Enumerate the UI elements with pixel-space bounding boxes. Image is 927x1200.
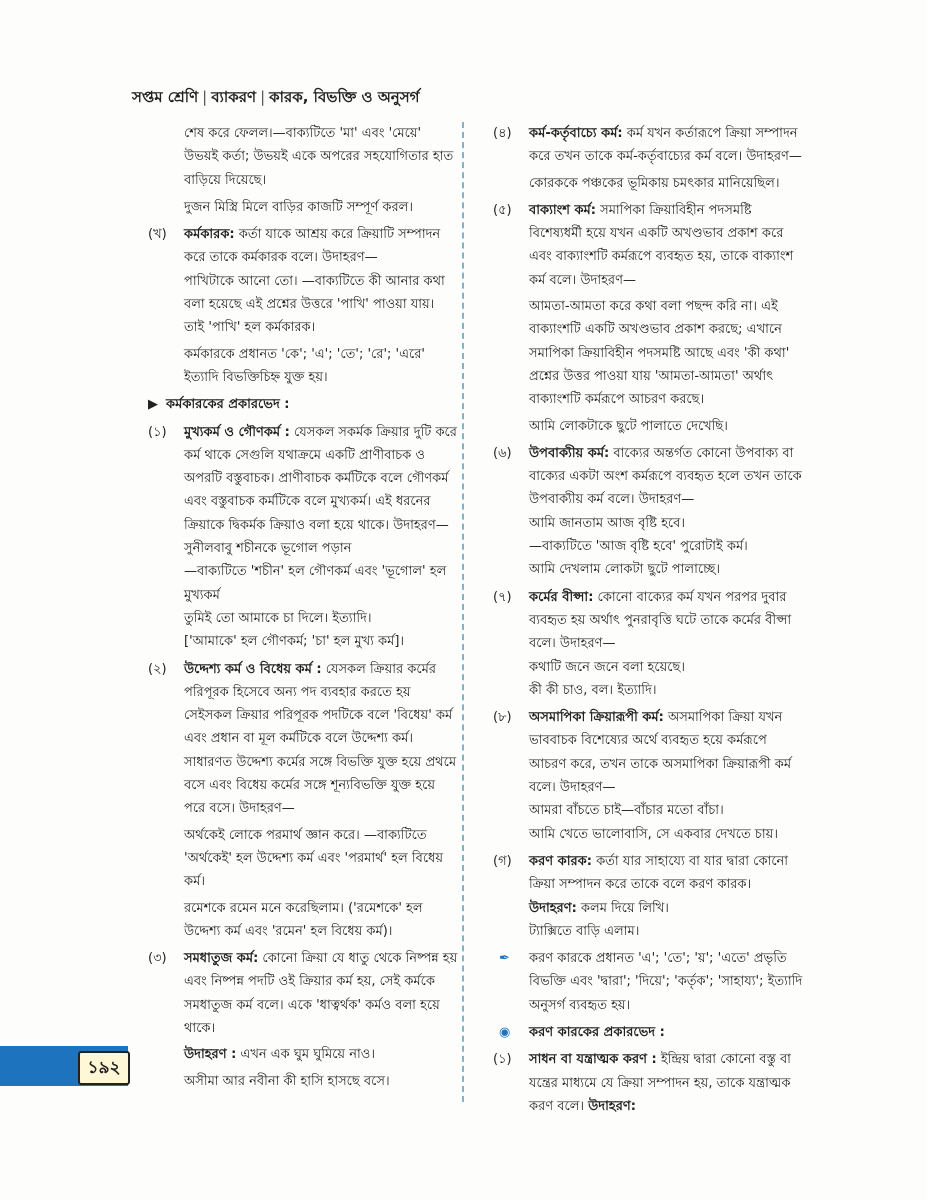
- types-heading-text: কর্মকারকের প্রকারভেদ :: [166, 397, 290, 413]
- item-title: বাক্যাংশ কর্ম:: [529, 202, 596, 218]
- item-text: বাক্যের অন্তর্গত কোনো উপবাক্য বা বাক্যের একটা অংশ কর্মরূপে ব্যবহৃত হলে তখন তাকে উপবাক্যীয় কর্ম বলে। উদাহরণ—: [529, 445, 802, 508]
- item-number: (৪): [493, 126, 512, 141]
- type-item-7: [493, 586, 803, 702]
- item-text: কর্ম যখন কর্তারূপে ক্রিয়া সম্পাদন করে তখন তাকে কর্ম-কর্তৃবাচ্যের কর্ম বলে। উদাহরণ—: [529, 126, 802, 165]
- item-example: তুমিই তো আমাকে চা দিলে। ইত্যাদি।: [184, 610, 372, 626]
- item-definition: [529, 199, 803, 292]
- item-title: কর্ম-কর্তৃবাচ্যে কর্ম:: [529, 126, 623, 141]
- item-text: কর্তা যার সাহায্যে বা যার দ্বারা কোনো ক্রিয়া সম্পাদন করে তাকে বলে করণ কারক।: [529, 853, 789, 893]
- item-example: কী কী চাও, বল। ইত্যাদি।: [529, 682, 657, 698]
- item-title: অসমাপিকা ক্রিয়ারূপী কর্ম:: [529, 710, 664, 726]
- item-definition: [529, 850, 803, 920]
- item-definition: [529, 442, 803, 512]
- karan-type-item-1: [493, 1048, 803, 1118]
- types-heading: [148, 393, 458, 416]
- item-title: করণ কারক:: [529, 853, 592, 869]
- item-number: (২): [148, 661, 167, 677]
- item-number: (৬): [493, 445, 512, 461]
- item-text: অসমাপিকা ক্রিয়া যখন ভাববাচক বিশেষ্যের অর্থে ব্যবহৃত হয়ে কর্মরূপে আচরণ করে, তখন তাকে অসমাপিকা ক্রিয়ারূপী কর্ম বলে। উদাহরণ—: [529, 710, 792, 796]
- section-karmakarak: [148, 223, 458, 389]
- item-example: আমি লোকটাকে ছুটে পালাতে দেখেছি।: [529, 418, 728, 434]
- item-example: কথাটি জনে জনে বলা হয়েছে।: [529, 659, 685, 675]
- karan-note: [493, 947, 803, 1017]
- item-note: কর্মকারকে প্রধানত 'কে'; 'এ'; 'তে'; 'রে'; 'এরে' ইত্যাদি বিভক্তিচিহ্ন যুক্ত হয়।: [184, 346, 425, 385]
- item-example: রমেশকে রমেন মনে করেছিলাম। ('রমেশকে' হল উদ্দেশ্য কর্ম এবং 'রমেন' হল বিধেয় কর্ম)।: [184, 900, 423, 939]
- item-definition: [184, 223, 458, 270]
- item-title: উদ্দেশ্য কর্ম ও বিধেয় কর্ম :: [184, 661, 322, 677]
- type-item-1: [148, 421, 458, 654]
- circle-bullet-icon: ◉: [499, 1024, 511, 1040]
- item-example: আমি জানতাম আজ বৃষ্টি হবে।: [529, 515, 686, 531]
- item-definition: [184, 421, 458, 537]
- type-item-5: [493, 199, 803, 438]
- item-number: (৮): [493, 710, 512, 726]
- example-label: উদাহরণ :: [184, 1047, 237, 1063]
- header-subject: ব্যাকরণ: [211, 88, 257, 106]
- type-item-2: [148, 658, 458, 944]
- item-example: —বাক্যটিতে 'আজ বৃষ্টি হবে' পুরোটাই কর্ম।: [529, 539, 748, 555]
- column-divider: [462, 122, 464, 1102]
- item-definition: [529, 706, 803, 799]
- type-item-4: [493, 122, 803, 195]
- item-definition: [529, 122, 803, 169]
- intro-paragraph: শেষ করে ফেলল।—বাক্যটিতে 'মা' এবং 'মেয়ে' উভয়ই কর্তা; উভয়ই একে অপরের সহযোগিতার হাত বাড়িয়ে দিয়েছে।: [184, 126, 454, 188]
- example-label: উদাহরণ:: [588, 1098, 636, 1114]
- item-number: (গ): [493, 853, 512, 869]
- item-example: [184, 1043, 458, 1066]
- item-number: (খ): [148, 227, 167, 243]
- item-example: আমতা-আমতা করে কথা বলা পছন্দ করি না। এই বাক্যাংশটি একটি অখণ্ডভাব প্রকাশ করছে; এখানে সমাপিকা ক্রিয়াবিহীন পদসমষ্টি আছে এবং 'কী কথা' প্রশ্নের উত্তর পাওয়া যায় 'আমতা-আমতা' অর্থাৎ বাক্যাংশটি কর্মরূপে আচরণ করছে।: [529, 299, 790, 408]
- left-column: [148, 122, 458, 1093]
- item-example: —বাক্যটিতে 'শচীন' হল গৌণকর্ম এবং 'ভূগোল' হল মুখ্যকর্ম: [184, 564, 447, 603]
- item-example: অসীমা আর নবীনা কী হাসি হাসছে বসে।: [184, 1073, 390, 1089]
- item-number: (১): [148, 424, 167, 440]
- item-title: সমধাতুজ কর্ম:: [184, 951, 259, 967]
- item-definition: [529, 586, 803, 656]
- type-item-3: [148, 947, 458, 1093]
- item-number: (৫): [493, 202, 512, 218]
- example-text: কলম দিয়ে লিখি।: [576, 900, 669, 916]
- intro-example: দুজন মিস্ত্রি মিলে বাড়ির কাজটি সম্পূর্ণ করল।: [184, 199, 414, 215]
- item-definition: [184, 947, 458, 1040]
- pen-bullet-icon: ✒: [499, 951, 510, 967]
- header-separator: |: [260, 88, 266, 106]
- item-example: অর্থকেই লোকে পরমার্থ জ্ঞান করে। —বাক্যটিতে 'অর্থকেই' হল উদ্দেশ্য কর্ম এবং 'পরমার্থ' হল বিধেয় কর্ম।: [184, 827, 443, 890]
- arrow-bullet-icon: ▶: [148, 397, 158, 413]
- note-text: করণ কারকে প্রধানত 'এ'; 'তে'; 'য়'; 'এতে' প্রভৃতি বিভক্তি এবং 'দ্বারা'; 'দিয়ে'; 'কর্তৃক'; 'সাহায্য'; ইত্যাদি অনুসর্গ ব্যবহৃত হয়।: [529, 951, 803, 1013]
- example-label: উদাহরণ:: [529, 900, 577, 916]
- item-example: আমি খেতে ভালোবাসি, সে একবার দেখতে চায়।: [529, 826, 778, 842]
- item-text: কোনো ক্রিয়া যে ধাতু থেকে নিষ্পন্ন হয় এবং নিষ্পন্ন পদটি ওই ক্রিয়ার কর্ম হয়, সেই কর্মকে সমধাতুজ কর্ম বলে। একে 'ধাত্বর্থক' কর্মও বলা হয়ে থাকে।: [184, 951, 458, 1036]
- running-header: [132, 86, 420, 111]
- item-example: ['আমাকে' হল গৌণকর্ম; 'চা' হল মুখ্য কর্ম]।: [184, 634, 405, 650]
- header-separator: |: [202, 88, 208, 106]
- item-text: সমাপিকা ক্রিয়াবিহীন পদসমষ্টি বিশেষ্যধর্মী হয়ে যখন একটি অখণ্ডভাব প্রকাশ করে এবং বাক্যাংশটি কর্মরূপে ব্যবহৃত হয়, তাকে বাক্যাংশ কর্ম বলে। উদাহরণ—: [529, 202, 794, 288]
- item-number: (৭): [493, 589, 512, 605]
- item-example: আমি দেখলাম লোকটা ছুটে পালাচ্ছে।: [529, 562, 721, 578]
- item-number: (১): [493, 1052, 512, 1068]
- item-definition: [184, 658, 458, 821]
- item-example: সুনীলবাবু শচীনকে ভূগোল পড়ান: [184, 541, 352, 557]
- types-heading-text: করণ কারকের প্রকারভেদ :: [529, 1024, 665, 1040]
- section-karan-karak: [493, 850, 803, 943]
- type-item-8: [493, 706, 803, 846]
- item-title: উপবাক্যীয় কর্ম:: [529, 445, 610, 461]
- item-text: কর্তা যাকে আশ্রয় করে ক্রিয়াটি সম্পাদন করে তাকে কর্মকারক বলে। উদাহরণ—: [184, 227, 441, 266]
- right-column: [493, 122, 803, 1118]
- item-title: কর্মের বীপ্সা:: [529, 589, 594, 605]
- item-text: ইন্দ্রিয় দ্বারা কোনো বস্তু বা যন্ত্রের মাধ্যমে যে ক্রিয়া সম্পাদন হয়, তাকে যন্ত্রাত্মক করণ বলে।: [529, 1052, 791, 1114]
- item-text: কোনো বাক্যের কর্ম যখন পরপর দুবার ব্যবহৃত হয় অর্থাৎ পুনরাবৃত্তি ঘটে তাকে কর্মের বীপ্সা বলে। উদাহরণ—: [529, 589, 792, 652]
- item-text: যেসকল সকর্মক ক্রিয়ার দুটি করে কর্ম থাকে সেগুলি যথাক্রমে একটি প্রাণীবাচক ও অপরটি বস্তুবাচক। প্রাণীবাচক কর্মটিকে বলে গৌণকর্ম এবং বস্তুবাচক কর্মটিকে বলে মুখ্যকর্ম। এই ধরনের ক্রিয়াকে দ্বিকর্মক ক্রিয়াও বলা হয়ে থাকে। উদাহরণ—: [184, 424, 457, 533]
- header-class: সপ্তম শ্রেণি: [132, 88, 199, 106]
- item-definition: [529, 1048, 803, 1118]
- item-number: (৩): [148, 951, 167, 967]
- item-title: কর্মকারক:: [184, 227, 235, 243]
- page-number: ১৯২: [78, 1051, 130, 1085]
- example-text: এখন এক ঘুম ঘুমিয়ে নাও।: [236, 1047, 375, 1063]
- type-item-6: [493, 442, 803, 582]
- item-example: কোরককে পঞ্চকের ভূমিকায় চমৎকার মানিয়েছিল।: [529, 175, 780, 191]
- item-example: আমরা বাঁচতে চাই—বাঁচার মতো বাঁচা।: [529, 803, 724, 819]
- karan-types-heading: [493, 1021, 803, 1044]
- item-title: সাধন বা যন্ত্রাত্মক করণ :: [529, 1052, 657, 1068]
- header-chapter: কারক, বিভক্তি ও অনুসর্গ: [269, 88, 420, 106]
- item-example: ট্যাক্সিতে বাড়ি এলাম।: [529, 923, 640, 939]
- item-example: পাখিটাকে আনো তো। —বাক্যটিতে কী আনার কথা বলা হয়েছে এই প্রশ্নের উত্তরে 'পাখি' পাওয়া যায়। তাই 'পাখি' হল কর্মকারক।: [184, 273, 445, 336]
- item-text: যেসকল ক্রিয়ার কর্মের পরিপূরক হিসেবে অন্য পদ ব্যবহার করতে হয় সেইসকল ক্রিয়ার পরিপূরক পদটিকে বলে 'বিধেয়' কর্ম এবং প্রধান বা মূল কর্মটিকে বলে উদ্দেশ্য কর্ম। সাধারণত উদ্দেশ্য কর্মের সঙ্গে বিভক্তি যুক্ত হয়ে প্রথমে বসে এবং বিধেয় কর্মের সঙ্গে শূন্যবিভক্তি যুক্ত হয়ে পরে বসে। উদাহরণ—: [184, 661, 457, 817]
- item-title: মুখ্যকর্ম ও গৌণকর্ম :: [184, 424, 290, 440]
